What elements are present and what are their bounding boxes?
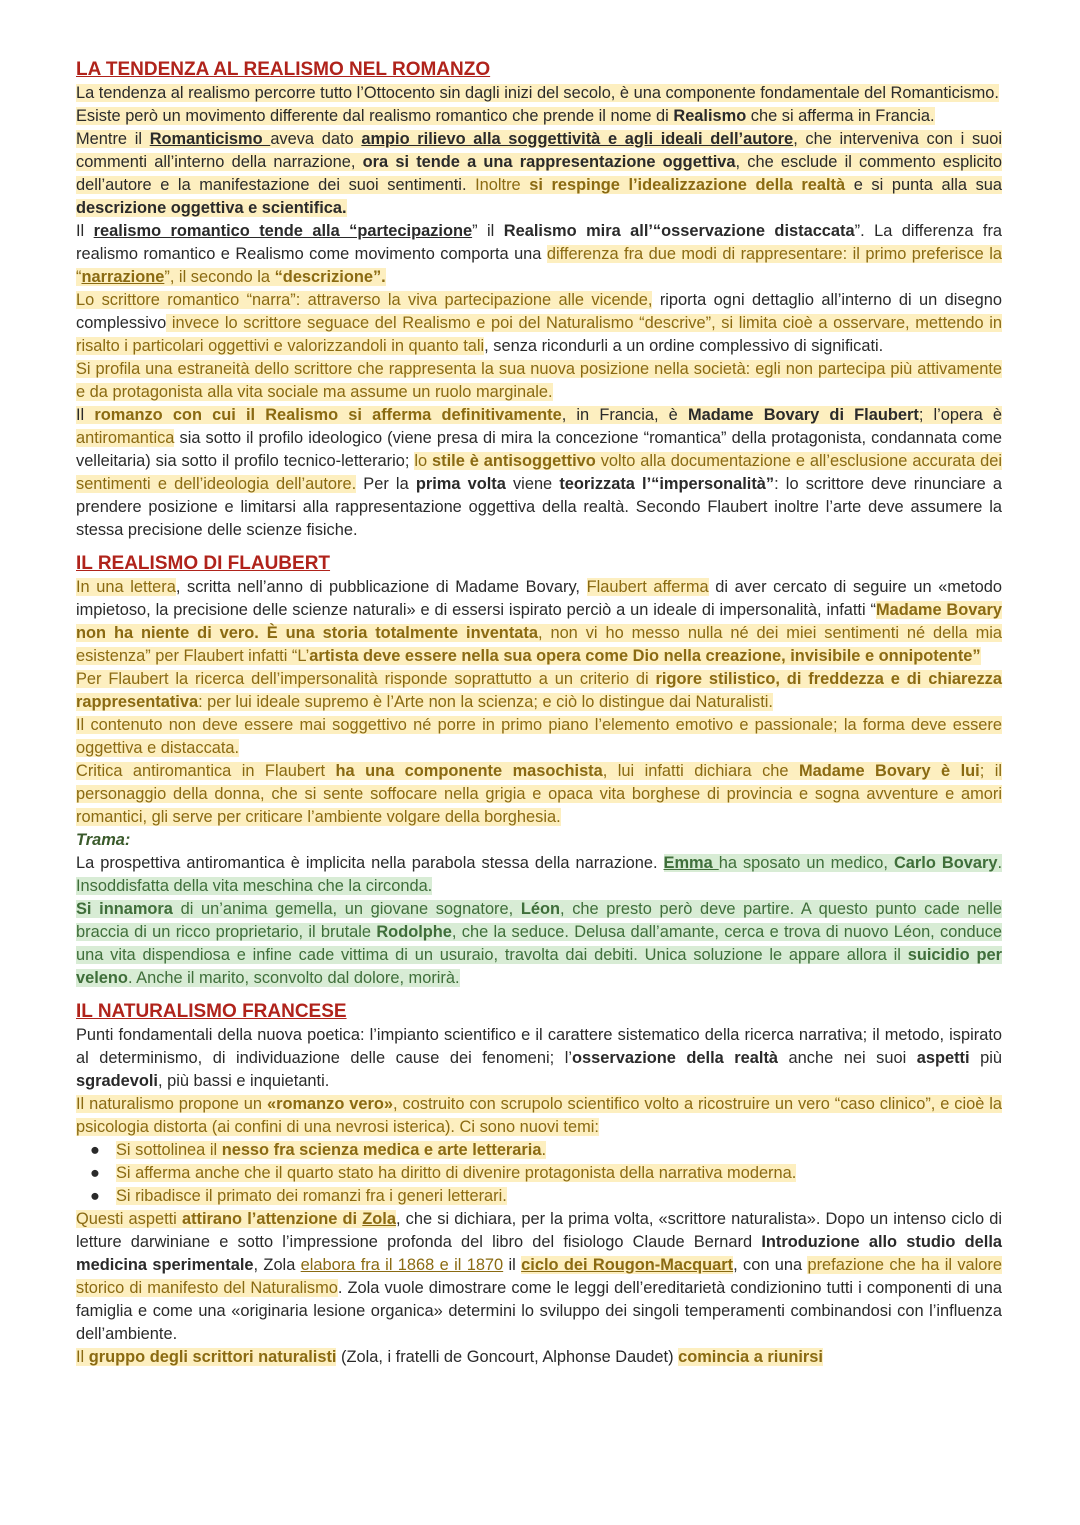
bullet-icon: ●	[90, 1187, 100, 1205]
paragraph: Il romanzo con cui il Realismo si afferma definitivamente, in Francia, è Madame Bovary di Flaubert; l’opera è antiromantica sia sotto il profilo ideologico (viene presa di mira la concezione “romantica” della protagonista, condannata come velleitaria) sia sotto il profilo tecnico-letterario; lo stile è antisoggettivo volto alla documentazione e all’esclusione accurata dei sentimenti e dell’ideologia dell’autore. Per la prima volta viene teorizzata l’“impersonalità”: lo scrittore deve rinunciare a prendere posizione e limitarsi alla rappresentazione oggettiva della realtà. Secondo Flaubert inoltre l’arte deve assumere la stessa precisione delle scienze fisiche.	[76, 406, 1003, 539]
paragraph: La tendenza al realismo percorre tutto l’Ottocento sin dagli inizi del secolo, è una componente fondamentale del Romanticismo.	[76, 84, 999, 102]
paragraph: Mentre il Romanticismo aveva dato ampio rilievo alla soggettività e agli ideali dell’autore, che interveniva con i suoi commenti all’interno della narrazione, ora si tende a una rappresentazione oggettiva, che esclude il commento esplicito dell’autore e la manifestazione dei suoi sentimenti. Inoltre si respinge l’idealizzazione della realtà e si punta alla sua descrizione oggettiva e scientifica.	[76, 130, 1003, 217]
paragraph: Il naturalismo propone un «romanzo vero», costruito con scrupolo scientifico volto a ricostruire un vero “caso clinico”, e cioè la psicologia distorta (ai confini di una nevrosi isterica). Ci sono nuovi temi:	[76, 1095, 1002, 1136]
bullet-icon: ●	[90, 1164, 100, 1182]
paragraph: Il gruppo degli scrittori naturalisti (Zola, i fratelli de Goncourt, Alphonse Daudet) comincia a riunirsi	[76, 1348, 823, 1366]
themes-list	[76, 1139, 1002, 1208]
paragraph: Il realismo romantico tende alla “partecipazione” il Realismo mira all’“osservazione distaccata”. La differenza fra realismo romantico e Realismo come movimento comporta una differenza fra due modi di rappresentare: il primo preferisce la “narrazione”, il secondo la “descrizione”.	[76, 222, 1003, 286]
paragraph: Si profila una estraneità dello scrittore che rappresenta la sua nuova posizione nella società: egli non partecipa più attivamente e da protagonista alla vita sociale ma assume un ruolo marginale.	[76, 360, 1002, 401]
document-page	[76, 58, 1002, 1369]
paragraph: Si innamora di un’anima gemella, un giovane sognatore, Léon, che presto però deve partire. A questo punto cade nelle braccia di un ricco proprietario, il brutale Rodolphe, che la seduce. Delusa dall’amante, cerca e trova di nuovo Léon, conduce una vita dispendiosa e infine cade vittima di un usuraio, travolta dai debiti. Unica soluzione le appare allora il suicidio per veleno. Anche il marito, sconvolto dal dolore, morirà.	[76, 900, 1003, 987]
bullet-icon: ●	[90, 1141, 100, 1159]
paragraph: Per Flaubert la ricerca dell’impersonalità risponde soprattutto a un criterio di rigore stilistico, di freddezza e di chiarezza rappresentativa: per lui ideale supremo è l’Arte non la scienza; e ciò lo distingue dai Naturalisti.	[76, 670, 1002, 711]
paragraph: Il contenuto non deve essere mai soggettivo né porre in primo piano l’elemento emotivo e passionale; la forma deve essere oggettiva e distaccata.	[76, 716, 1002, 757]
list-item: ● Si ribadisce il primato dei romanzi fra i generi letterari.	[116, 1185, 1002, 1208]
paragraph: Questi aspetti attirano l’attenzione di Zola, che si dichiara, per la prima volta, «scrittore naturalista». Dopo un intenso ciclo di letture darwiniane e sotto l’impressione profonda del libro del fisiologo Claude Bernard Introduzione allo studio della medicina sperimentale, Zola elabora fra il 1868 e il 1870 il ciclo dei Rougon-Macquart, con una prefazione che ha il valore storico di manifesto del Naturalismo. Zola vuole dimostrare come le leggi dell’ereditarietà condizionino tutti i componenti di una famiglia e come una «originaria lesione organica» determini lo sviluppo dei singoli temperamenti combinandosi con l’influenza dell’ambiente.	[76, 1210, 1002, 1343]
paragraph: Punti fondamentali della nuova poetica: l’impianto scientifico e il carattere sistematico della ricerca narrativa; il metodo, ispirato al determinismo, di individuazione delle cause dei fenomeni; l’osservazione della realtà anche nei suoi aspetti più sgradevoli, più bassi e inquietanti.	[76, 1026, 1002, 1090]
section-heading-flaubert: IL REALISMO DI FLAUBERT	[76, 553, 331, 574]
section-heading-realismo: LA TENDENZA AL REALISMO NEL ROMANZO	[76, 59, 491, 80]
plot-label: Trama:	[76, 831, 131, 849]
paragraph: Esiste però un movimento differente dal realismo romantico che prende il nome di Realismo che si afferma in Francia.	[76, 107, 935, 125]
list-item: ● Si afferma anche che il quarto stato ha diritto di divenire protagonista della narrativa moderna.	[116, 1162, 1002, 1185]
paragraph: In una lettera, scritta nell’anno di pubblicazione di Madame Bovary, Flaubert afferma di aver cercato di seguire un «metodo impietoso, la precisione delle scienze naturali» e di essersi ispirato perciò a un ideale di impersonalità, infatti “Madame Bovary non ha niente di vero. È una storia totalmente inventata, non vi ho messo nulla né dei miei sentimenti né della mia esistenza” per Flaubert infatti “L’artista deve essere nella sua opera come Dio nella creazione, invisibile e onnipotente”	[76, 578, 1003, 665]
list-item: ● Si sottolinea il nesso fra scienza medica e arte letteraria.	[116, 1139, 1002, 1162]
paragraph: Lo scrittore romantico “narra”: attraverso la viva partecipazione alle vicende, riporta ogni dettaglio all’interno di un disegno complessivo invece lo scrittore seguace del Realismo e poi del Naturalismo “descrive”, si limita cioè a osservare, mettendo in risalto i particolari oggettivi e valorizzandoli in quanto tali, senza ricondurli a un ordine complessivo di significati.	[76, 291, 1002, 355]
paragraph: La prospettiva antiromantica è implicita nella parabola stessa della narrazione. Emma ha sposato un medico, Carlo Bovary. Insoddisfatta della vita meschina che la circonda.	[76, 854, 1002, 895]
section-heading-naturalismo: IL NATURALISMO FRANCESE	[76, 1001, 347, 1022]
paragraph: Critica antiromantica in Flaubert ha una componente masochista, lui infatti dichiara che Madame Bovary è lui; il personaggio della donna, che si sente soffocare nella grigia e opaca vita borghese di provincia e sogna avventure e amori romantici, gli serve per criticare l’ambiente volgare della borghesia.	[76, 762, 1003, 826]
